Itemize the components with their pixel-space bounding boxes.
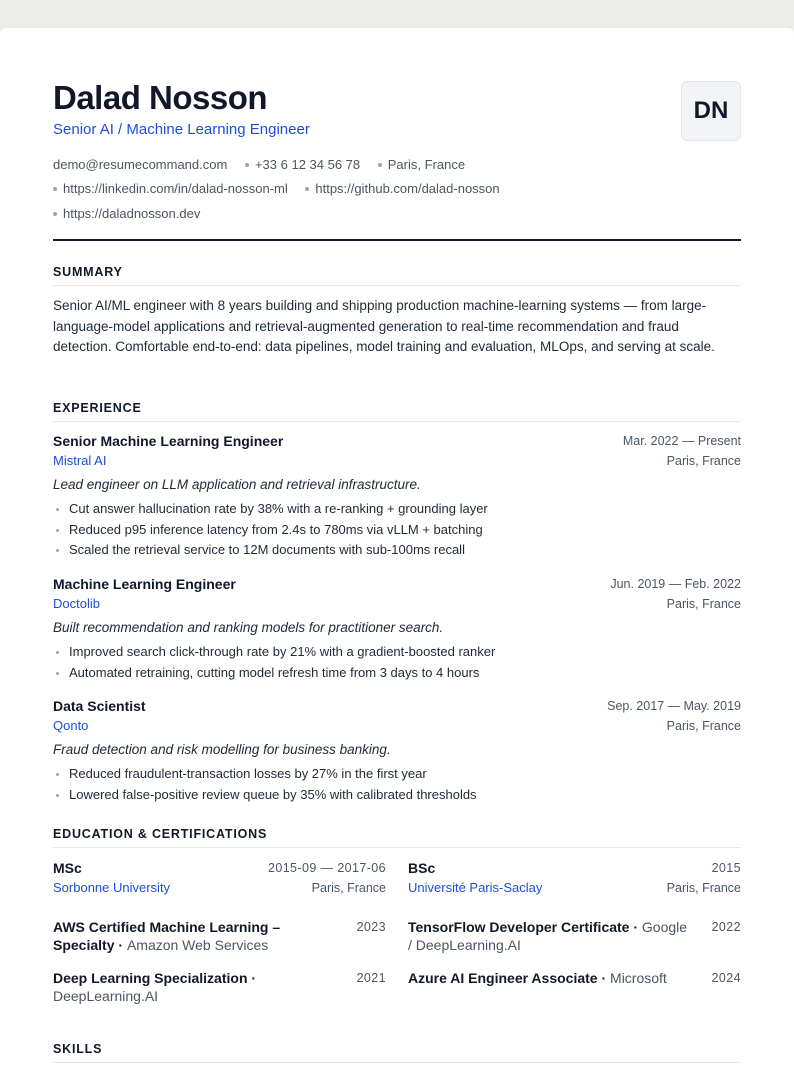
- job-bullets: [53, 642, 741, 683]
- certification-name: Deep Learning Specialization: [53, 970, 248, 986]
- job-bullet: Reduced fraudulent-transaction losses by 27% in the first year: [53, 764, 741, 785]
- bullet-dot-icon: [53, 187, 57, 191]
- job-bullets: [53, 499, 741, 561]
- job-entry: [53, 432, 741, 561]
- education-location: Paris, France: [311, 881, 386, 895]
- resume-header: [53, 78, 741, 242]
- job-dates: Mar. 2022 — Present: [622, 434, 741, 448]
- bullet-dot-icon: [378, 163, 382, 167]
- header-divider: [53, 239, 741, 241]
- linkedin-item[interactable]: [53, 180, 288, 198]
- job-location: Paris, France: [666, 454, 741, 468]
- job-title: Data Scientist: [53, 698, 146, 714]
- job-bullet: Lowered false-positive review queue by 35% with calibrated thresholds: [53, 785, 741, 806]
- certification-entry: Deep Learning Specialization · DeepLearning.AI 2021: [53, 970, 386, 1004]
- location-text: Paris, France: [387, 157, 466, 172]
- job-bullet: Reduced p95 inference latency from 2.4s to 780ms via vLLM + batching: [53, 520, 741, 541]
- experience-heading: EXPERIENCE: [53, 401, 741, 422]
- job-dates: Sep. 2017 — May. 2019: [607, 699, 741, 713]
- email-link[interactable]: demo@resumecommand.com: [53, 157, 228, 172]
- job-company[interactable]: Mistral AI: [53, 453, 107, 468]
- degree-name: MSc: [53, 860, 82, 876]
- bullet-dot-icon: [245, 163, 249, 167]
- phone-item[interactable]: [245, 156, 360, 174]
- summary-heading: SUMMARY: [53, 265, 741, 286]
- job-location: Paris, France: [666, 719, 741, 733]
- job-bullet: Cut answer hallucination rate by 38% with a re-ranking + grounding layer: [53, 499, 741, 520]
- institution-name[interactable]: Université Paris-Saclay: [408, 880, 543, 895]
- education-dates: 2015: [711, 861, 741, 875]
- certification-year: 2024: [711, 971, 741, 985]
- job-bullet: Automated retraining, cutting model refresh time from 3 days to 4 hours: [53, 663, 741, 684]
- bullet-dot-icon: [53, 212, 57, 216]
- github-item[interactable]: [305, 180, 499, 198]
- job-company[interactable]: Qonto: [53, 718, 89, 733]
- job-location: Paris, France: [666, 597, 741, 611]
- job-company[interactable]: Doctolib: [53, 596, 100, 611]
- job-title: Machine Learning Engineer: [53, 576, 236, 592]
- education-heading: EDUCATION & CERTIFICATIONS: [53, 827, 741, 848]
- job-bullet: Improved search click-through rate by 21% with a gradient-boosted ranker: [53, 642, 741, 663]
- certification-name: AWS Certified Machine Learning – Specialty: [53, 919, 281, 953]
- certification-year: 2021: [356, 971, 386, 985]
- job-title: Senior Machine Learning Engineer: [53, 433, 284, 449]
- certification-name: TensorFlow Developer Certificate: [408, 919, 630, 935]
- contact-row-2: [53, 180, 500, 198]
- contact-row-1: [53, 156, 465, 174]
- linkedin-link[interactable]: https://linkedin.com/in/dalad-nosson-ml: [63, 181, 288, 196]
- certification-year: 2022: [711, 920, 741, 934]
- certification-entry: AWS Certified Machine Learning – Specialty · Amazon Web Services 2023: [53, 919, 386, 953]
- education-entry: [53, 859, 386, 897]
- job-description: Built recommendation and ranking models for practitioner search.: [53, 620, 444, 635]
- certification-issuer: DeepLearning.AI: [53, 988, 159, 1004]
- certification-name: Azure AI Engineer Associate: [408, 970, 598, 986]
- candidate-role: Senior AI / Machine Learning Engineer: [53, 121, 310, 138]
- job-bullets: [53, 764, 741, 805]
- job-description: Lead engineer on LLM application and retrieval infrastructure.: [53, 477, 421, 492]
- bullet-dot-icon: [305, 187, 309, 191]
- job-bullet: Scaled the retrieval service to 12M documents with sub-100ms recall: [53, 540, 741, 561]
- certification-issuer: Amazon Web Services: [126, 937, 269, 953]
- education-entry: [408, 859, 741, 897]
- education-dates: 2015-09 — 2017-06: [268, 861, 386, 875]
- website-link[interactable]: https://daladnosson.dev: [63, 206, 201, 221]
- job-description: Fraud detection and risk modelling for business banking.: [53, 742, 391, 757]
- monogram-avatar: DN: [681, 81, 741, 141]
- skills-heading: SKILLS: [53, 1042, 741, 1063]
- location-item: [378, 156, 465, 174]
- summary-text: Senior AI/ML engineer with 8 years building and shipping production machine-learning systems — from large-language-model applications and retrieval-augmented generation to real-time recommendation and fraud detection. Comfortable end-to-end: data pipelines, model training and evaluation, MLOps, and serving at scale.: [53, 298, 715, 354]
- contact-row-3: [53, 205, 200, 223]
- education-location: Paris, France: [666, 881, 741, 895]
- resume-page: [0, 28, 794, 1068]
- candidate-name: Dalad Nosson: [53, 79, 268, 116]
- website-item[interactable]: [53, 205, 200, 223]
- phone-text[interactable]: +33 6 12 34 56 78: [254, 157, 361, 172]
- job-dates: Jun. 2019 — Feb. 2022: [610, 577, 741, 591]
- certification-year: 2023: [356, 920, 386, 934]
- institution-name[interactable]: Sorbonne University: [53, 880, 171, 895]
- job-entry: [53, 575, 741, 683]
- github-link[interactable]: https://github.com/dalad-nosson: [315, 181, 500, 196]
- degree-name: BSc: [408, 860, 436, 876]
- certification-entry: Azure AI Engineer Associate · Microsoft 2024: [408, 970, 741, 986]
- job-entry: [53, 697, 741, 805]
- certification-entry: TensorFlow Developer Certificate · Google / DeepLearning.AI 2022: [408, 919, 741, 953]
- certification-issuer: Microsoft: [610, 970, 667, 986]
- certification-issuer: Google / DeepLearning.AI: [408, 919, 688, 953]
